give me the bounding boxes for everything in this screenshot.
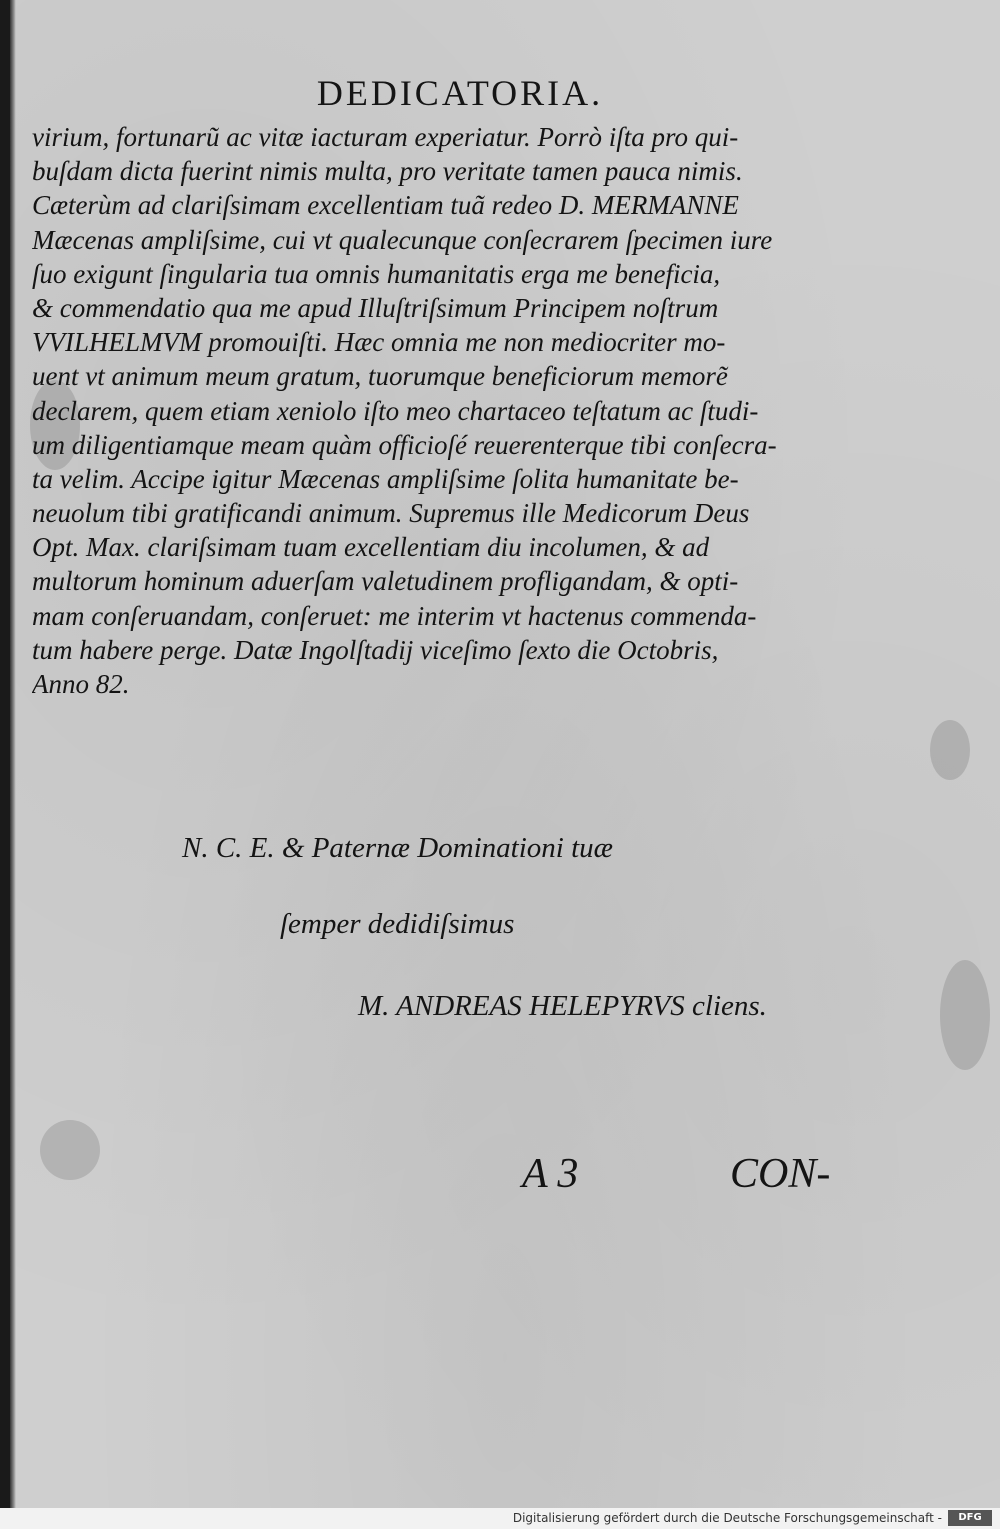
signature-mark: A 3 <box>522 1151 579 1197</box>
text-line: mam conſeruandam, conſeruet: me interim vt hactenus commenda- <box>32 600 757 631</box>
text-line: um diligentiamque meam quàm officioſé reuerenterque tibi conſecra- <box>32 429 777 460</box>
text-line: neuolum tibi gratificandi animum. Supremus ille Medicorum Deus <box>32 498 750 529</box>
text-line: tum habere perge. Datæ Ingolſtadij viceſimo ſexto die Octobris, <box>32 634 719 665</box>
text-line: declarem, quem etiam xeniolo iſto meo chartaceo teſtatum ac ſtudi- <box>32 395 759 426</box>
stain-mark <box>40 1120 100 1180</box>
digitization-credit-bar <box>0 1508 1000 1529</box>
dfg-logo-icon: DFG <box>948 1510 992 1526</box>
dedication-text <box>32 120 892 701</box>
text-line: Opt. Max. clariſsimam tuam excellentiam diu incolumen, & ad <box>32 532 710 563</box>
text-line: Anno 82. <box>32 669 130 699</box>
page-spine-shadow <box>10 0 16 1508</box>
text-line: & commendatio qua me apud Illuſtriſsimum Principem noſtrum <box>32 292 719 323</box>
text-line: VVILHELMVM promouiſti. Hæc omnia me non mediocriter mo- <box>32 327 726 358</box>
stain-mark <box>940 960 990 1070</box>
closing-salutation: N. C. E. & Paternæ Dominationi tuæ <box>182 832 613 864</box>
page-header: DEDICATORIA. <box>316 73 604 113</box>
catchword: CON- <box>730 1151 831 1197</box>
stain-mark <box>930 720 970 780</box>
text-line: buſdam dicta fuerint nimis multa, pro veritate tamen pauca nimis. <box>32 156 743 187</box>
text-line: multorum hominum aduerſam valetudinem profligandam, & opti- <box>32 566 739 597</box>
text-line: uent vt animum meum gratum, tuorumque beneficiorum memorẽ <box>32 361 728 392</box>
text-line: Cæterùm ad clariſsimam excellentiam tuã redeo D. MERMANNE <box>32 190 739 221</box>
digitization-credit-text: Digitalisierung gefördert durch die Deutsche Forschungsgemeinschaft - <box>512 1511 942 1525</box>
closing-devotion: ſemper dedidiſsimus <box>280 908 515 940</box>
author-signature: M. ANDREAS HELEPYRVS cliens. <box>358 990 767 1022</box>
text-line: Mæcenas ampliſsime, cui vt qualecunque conſecrarem ſpecimen iure <box>32 224 773 255</box>
text-line: ta velim. Accipe igitur Mæcenas ampliſsime ſolita humanitate be- <box>32 463 739 494</box>
text-line: virium, fortunarũ ac vitæ iacturam experiatur. Porrò iſta pro qui- <box>32 122 739 152</box>
page-scan <box>10 0 1000 1508</box>
text-line: ſuo exigunt ſingularia tua omnis humanitatis erga me beneficia, <box>32 258 721 289</box>
